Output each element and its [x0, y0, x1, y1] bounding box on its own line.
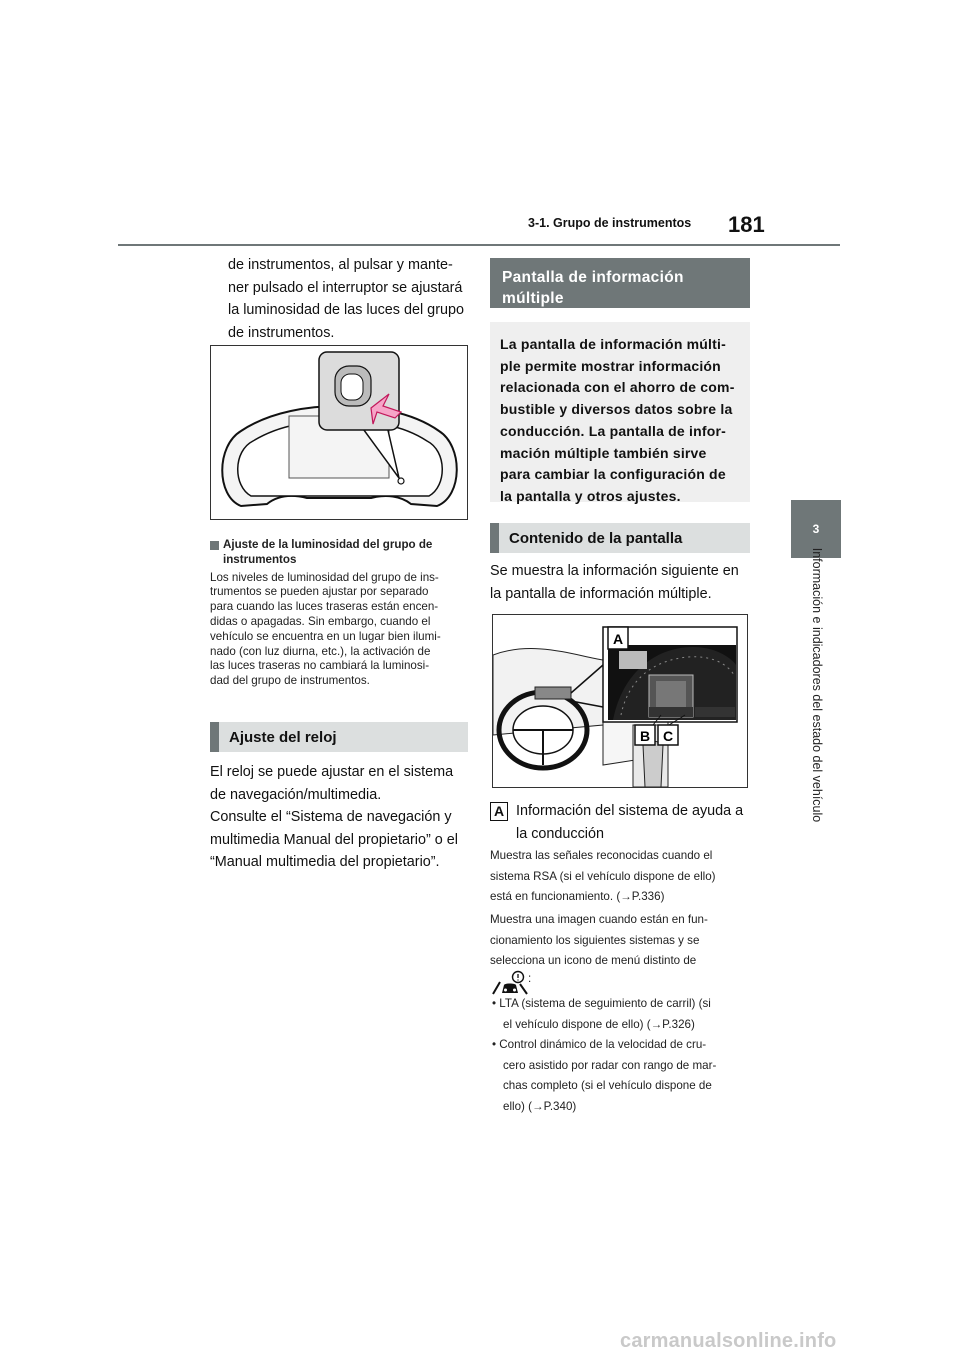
- item-a-paragraph-2: Muestra una imagen cuando están en fun- cionamiento los siguientes sistemas y se selecciona un icono de menú distinto de: [490, 913, 708, 967]
- display-content-intro: Se muestra la información siguiente en la pantalla de información múltiple.: [490, 563, 739, 602]
- multi-info-figure: [492, 614, 748, 788]
- dashboard-illustration: [493, 615, 747, 787]
- driving-assist-icon: [490, 970, 530, 996]
- display-content-heading: Contenido de la pantalla: [490, 523, 750, 553]
- brightness-note: Ajuste de la luminosidad del grupo de instrumentos Los niveles de luminosidad del grupo de ins- trumentos se pueden ajustar por separado para cuando las luces traseras están encen- didas o apagadas. Sin embargo, cuando el vehículo se encuentra en un lugar bien ilumi- nado (con luz diurna, etc.), la activación de las luces traseras no cambiará la luminosi- dad del grupo de instrumentos.: [210, 538, 441, 688]
- clock-paragraph-1: El reloj se puede ajustar en el sistema de navegación/multimedia.: [210, 764, 454, 803]
- bullet-list: [490, 994, 754, 1117]
- page-number: 181: [728, 212, 765, 237]
- note-bullet-icon: [210, 541, 219, 550]
- multi-info-heading: Pantalla de información múltiple: [490, 258, 750, 308]
- figure-label-c: C: [662, 728, 674, 744]
- figure-label-b: B: [639, 728, 651, 744]
- multi-info-summary: La pantalla de información múlti- ple permite mostrar información relacionada con el ahorro de com- bustible y diversos datos sobre la conducción. La pantalla de infor- mación múltiple también sirve para cambiar la configuración de la pantalla y otros ajustes.: [490, 322, 750, 502]
- cluster-illustration: [211, 346, 467, 519]
- lta-icon-line: :: [490, 970, 550, 998]
- watermark: carmanualsonline.info: [620, 1330, 837, 1352]
- cluster-brightness-figure: [210, 345, 468, 520]
- chapter-tab[interactable]: 3: [791, 500, 841, 558]
- item-a-paragraph-1: Muestra las señales reconocidas cuando el sistema RSA (si el vehículo dispone de ello) está en funcionamiento. (→P.336): [490, 849, 716, 903]
- clock-heading: Ajuste del reloj: [210, 722, 468, 752]
- list-item: • LTA (sistema de seguimiento de carril) (si el vehículo dispone de ello) (→P.326): [492, 997, 711, 1031]
- chapter-title: Información e indicadores del estado del vehículo: [810, 547, 824, 823]
- figure-label-a: A: [612, 631, 624, 647]
- list-item: • Control dinámico de la velocidad de cru- cero asistido por radar con rango de mar- chas completo (si el vehículo dispone de ello) (→P.340): [492, 1038, 717, 1113]
- intro-paragraph: de instrumentos, al pulsar y mante- ner pulsado el interruptor se ajustará la luminosidad de las luces del grupo de instrumentos.: [228, 257, 464, 341]
- clock-paragraph-2: Consulte el “Sistema de navegación y multimedia Manual del propietario” o el “Manual multimedia del propietario”.: [210, 809, 458, 870]
- section-header: 3-1. Grupo de instrumentos: [528, 216, 692, 230]
- item-a: A Información del sistema de ayuda a la conducción: [490, 800, 752, 845]
- header-rule: [118, 244, 840, 246]
- item-a-label: A: [490, 802, 508, 821]
